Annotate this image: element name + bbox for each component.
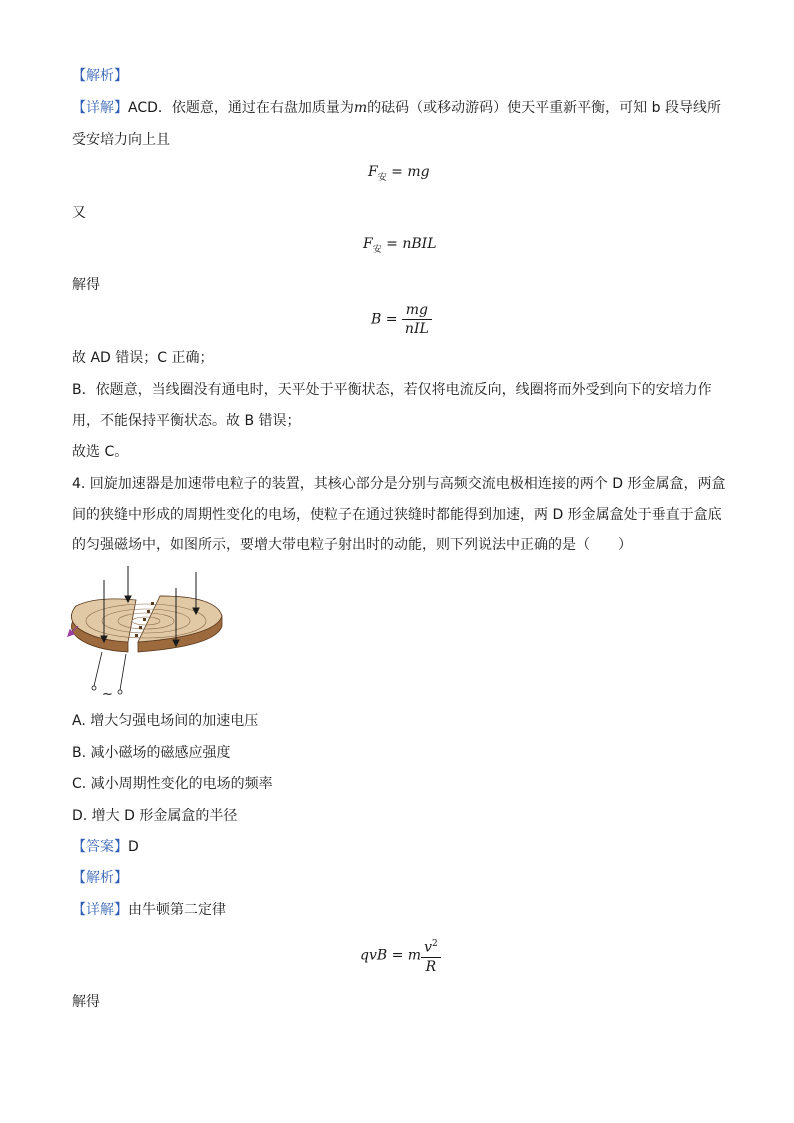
question-4-line-2: 间的狭缝中形成的周期性变化的电场，使粒子在通过狭缝时都能得到加速，两 D 形金属盒处于垂直于盒底 xyxy=(72,507,722,523)
option-b-explanation-1: B．依题意，当线圈没有通电时，天平处于平衡状态，若仅将电流反向，线圈将而外受到向下的安培力作 xyxy=(72,382,712,398)
option-a[interactable]: A. 增大匀强电场间的加速电压 xyxy=(72,713,259,729)
analysis-heading-2: 【解析】 xyxy=(72,870,128,886)
detail-tag-2: 【详解】 xyxy=(72,902,128,918)
detail-text-b: 的砝码（或移动游码）使天平重新平衡，可知 b 段导线所 xyxy=(367,100,721,116)
analysis-heading: 【解析】 xyxy=(72,68,128,84)
detail-paragraph-line-1 xyxy=(72,98,721,118)
detail-line-newton xyxy=(72,900,226,920)
solve-line-2: 解得 xyxy=(72,994,100,1010)
detail-paragraph-line-2: 受安培力向上且 xyxy=(72,132,170,148)
detail-text-a: ACD．依题意，通过在右盘加质量为 xyxy=(128,100,354,116)
detail-text-newton: 由牛顿第二定律 xyxy=(128,902,226,918)
ac-symbol: ~ xyxy=(102,687,113,700)
equation-force-mg: $F_安$ = mg xyxy=(368,164,430,183)
cyclotron-figure xyxy=(66,566,228,700)
solve-line-1: 解得 xyxy=(72,277,100,293)
answer-line xyxy=(72,837,139,857)
conclusion-ad-c: 故 AD 错误；C 正确； xyxy=(72,350,214,366)
equation-b-fraction: B = $\frac{mg}{\text{nIL}}$ xyxy=(371,302,432,337)
final-choice: 故选 C。 xyxy=(72,444,129,460)
answer-tag: 【答案】 xyxy=(72,839,128,855)
equation-qvb: qvB = m $\frac{v^2}{R}$ xyxy=(360,936,441,975)
option-b-explanation-2: 用，不能保持平衡状态。故 B 错误； xyxy=(72,413,301,429)
question-4-line-1: 4. 回旋加速器是加速带电粒子的装置，其核心部分是分别与高频交流电极相连接的两个 D 形金属盒，两盒 xyxy=(72,476,726,492)
option-d[interactable]: D. 增大 D 形金属盒的半径 xyxy=(72,808,238,824)
option-c[interactable]: C. 减小周期性变化的电场的频率 xyxy=(72,776,273,792)
mass-symbol: m xyxy=(353,100,368,116)
option-b[interactable]: B. 减小磁场的磁感应强度 xyxy=(72,745,231,761)
also-line: 又 xyxy=(72,205,86,221)
answer-value: D xyxy=(128,839,139,855)
detail-tag: 【详解】 xyxy=(72,100,128,116)
equation-force-nbil: $F_安$ = nBIL xyxy=(363,236,437,255)
question-4-line-3: 的匀强磁场中，如图所示，要增大带电粒子射出时的动能，则下列说法中正确的是（ ） xyxy=(72,537,632,553)
